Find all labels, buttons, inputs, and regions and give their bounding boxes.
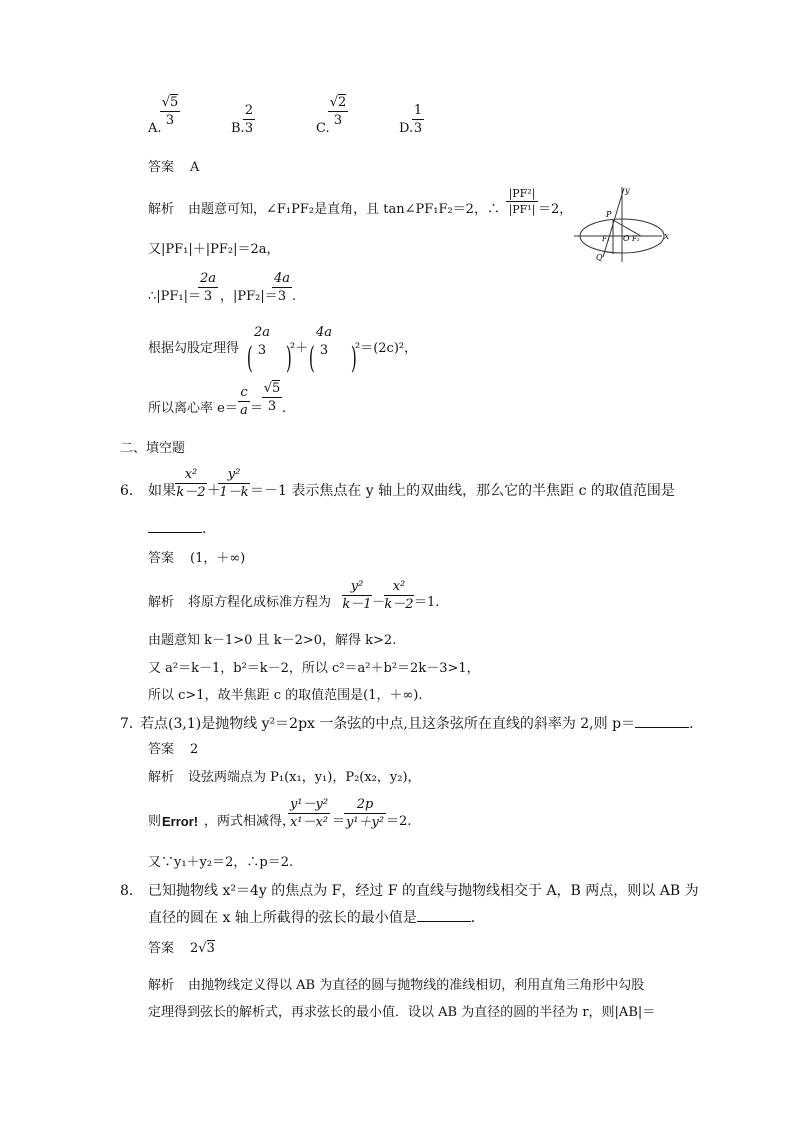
q5-line2: 又|PF₁|＋|PF₂|＝2a， [148,242,280,257]
q6-answer-value: (1，＋∞) [190,551,246,566]
q5-line4-mid: ²＋ [290,341,309,356]
q5-line4-fraction-2: 4a 3 [315,325,333,358]
q6-a1-fraction-1: y² k－1 [342,579,372,612]
q7-a2-mid: ，两式相减得， [204,814,296,829]
option-d-fraction: 1 3 [413,103,423,136]
q7-number: 7． [120,716,143,732]
figure-label-p: P [606,210,612,219]
q5-answer-label: 答案 [148,160,175,175]
q6-fraction-2: y² 1－k [219,467,249,500]
q5-line5-tail: . [282,401,287,416]
q5-line4-fraction-1: 2a 3 [253,325,271,358]
q5-line4-paren-open-2: ( [308,341,315,376]
section-title: 二、填空题 [120,441,186,456]
q6-a1-fraction-2: x² k－2 [384,579,414,612]
q5-line5-pre: 所以离心率 e＝ [148,401,238,416]
q6-analysis-label: 解析 [148,595,175,610]
q5-line3-fraction-2: 4a 3 [273,271,291,304]
q8-answer-value: 2√3 [190,941,215,956]
figure-label-o: O [623,234,630,243]
q5-line5-eq: ＝ [250,401,264,416]
q7-a3: 又∵y₁＋y₂＝2，∴p＝2. [148,855,294,870]
q5-line4-paren-close-1: ) [285,341,292,376]
ellipse-figure [570,184,675,266]
figure-label-q: Q [596,253,603,262]
option-a-label: A. [148,121,162,136]
option-b-label: B. [231,121,245,136]
q6-answer-label: 答案 [148,551,175,566]
q8-answer-label: 答案 [148,941,175,956]
q6-blank-line: ． [148,522,216,536]
q5-line3-fraction-1: 2a 3 [199,271,217,304]
q7-a1: 设弦两端点为 P₁(x₁，y₁)，P₂(x₂，y₂)， [188,770,421,785]
q5-line5-fraction-1: c a [238,386,250,417]
figure-label-y: y [625,186,630,195]
q7-answer-label: 答案 [148,742,175,757]
q7-a2-fraction-1: y¹－y² x¹－x² [289,797,329,830]
q6-a1-pre: 将原方程化成标准方程为 [188,595,332,610]
q7-a2-pre: 则 [148,814,162,829]
q8-a2: 定理得到弦长的解析式，再求弦长的最小值．设以 AB 为直径的圆的半径为 r，则|AB|＝ [148,1005,656,1020]
q8-blank [417,911,471,922]
q8-stem1: 已知抛物线 x²＝4y 的焦点为 F，经过 F 的直线与抛物线相交于 A，B 两点，则以 AB 为 [148,883,699,899]
q6-stem-pre: 如果 [148,483,176,499]
figure-label-x: x [664,232,670,242]
q6-a1-minus: － [372,595,386,610]
q7-analysis-label: 解析 [148,770,175,785]
q6-a4: 所以 c>1，故半焦距 c 的取值范围是(1，＋∞). [148,688,423,703]
q5-line1-text: 由题意可知，∠F₁PF₂是直角，且 tan∠PF₁F₂＝2，∴ [188,202,500,217]
q7-a2-error: Error! [162,814,199,829]
q7-blank [635,717,689,728]
q7-a2-eq: ＝ [332,814,346,829]
q8-a1: 由抛物线定义得以 AB 为直径的圆与抛物线的准线相切，利用直角三角形中勾股 [188,978,645,993]
q7-a2-tail: ＝2. [386,814,412,829]
q5-analysis-label: 解析 [148,202,175,217]
option-c-fraction: √2 3 [329,95,347,128]
figure-label-f2: F₂ [632,235,640,243]
q5-line4-paren-close-2: ) [350,341,357,376]
q5-line3-pre: ∴|PF₁|＝ [148,289,202,304]
q5-line5-fraction-2: √5 3 [263,381,281,414]
q7-a2-fraction-2: 2p y¹＋y² [345,797,385,830]
q6-number: 6． [120,483,143,499]
option-b-fraction: 2 3 [244,103,254,136]
q7-stem-line: 若点(3,1)是抛物线 y²＝2px 一条弦的中点,且这条弦所在直线的斜率为 2,则 p＝ . [140,716,694,732]
q6-fraction-1: x² k－2 [176,467,206,500]
q8-number: 8． [120,883,143,899]
q5-line4-tail: ²＝(2c)²， [355,341,418,356]
q6-a1-tail: ＝1. [414,595,440,610]
q6-a2: 由题意知 k－1>0 且 k－2>0，解得 k>2. [148,633,397,648]
q5-line3-mid: ，|PF₂|＝ [220,289,278,304]
option-d-label: D. [399,121,414,136]
q5-line4-pre: 根据勾股定理得 [148,341,240,356]
q8-analysis-label: 解析 [148,978,175,993]
q6-plus: ＋ [207,483,221,499]
figure-label-f1: F₁ [602,235,610,243]
q6-stem-post: ＝－1 表示焦点在 y 轴上的双曲线，那么它的半焦距 c 的取值范围是 [250,483,675,499]
q7-answer-value: 2 [190,742,199,757]
q5-line4-paren-open-1: ( [246,341,253,376]
q6-a3: 又 a²＝k－1，b²＝k－2，所以 c²＝a²＋b²＝2k－3>1， [148,661,480,676]
q5-line1-fraction: |PF²| |PF¹| [506,188,538,215]
q6-blank [148,522,202,533]
q5-answer-value: A [190,160,200,175]
option-a-fraction: √5 3 [161,95,179,128]
option-c-label: C. [316,121,330,136]
q8-stem2-line: 直径的圆在 x 轴上所截得的弦长的最小值是 ． [148,910,485,926]
q5-line1-tail: ＝2， [538,202,573,217]
q5-line3-tail: . [292,289,297,304]
